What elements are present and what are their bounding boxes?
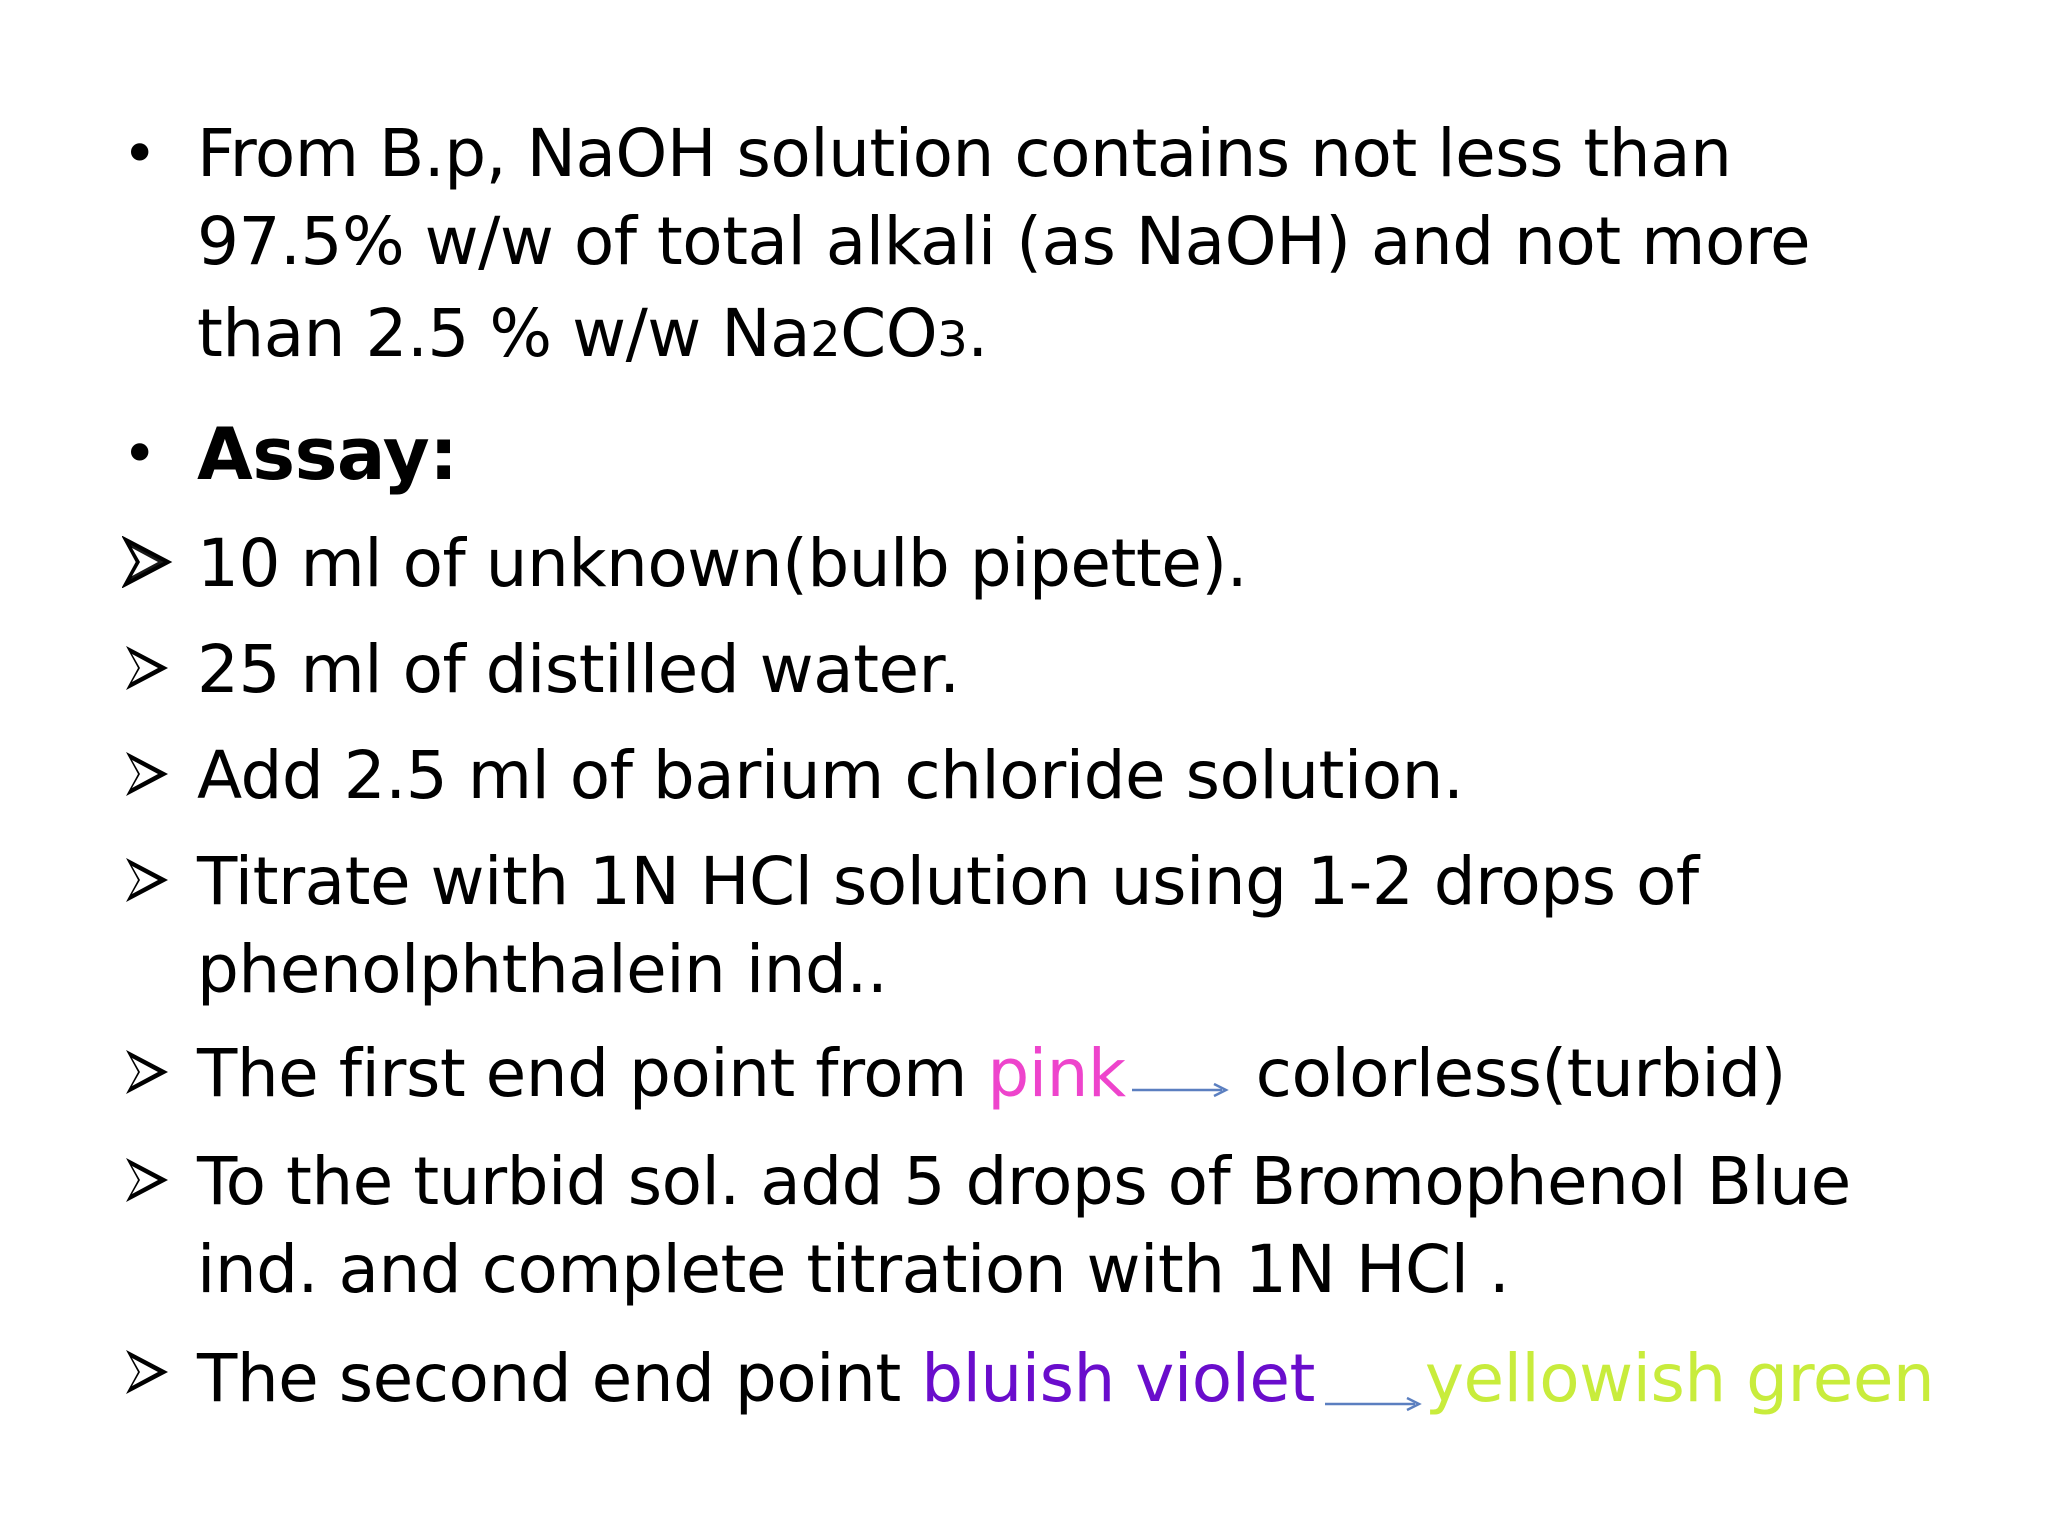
text-fragment: than 2.5 % w/w Na (197, 295, 811, 372)
color-pink-label: pink (987, 1035, 1126, 1112)
heading-text: Assay: (197, 412, 458, 496)
text-fragment: . (967, 295, 988, 372)
arrowhead-bullet-icon (122, 854, 182, 910)
color-colorless-label: colorless(turbid) (1255, 1035, 1786, 1112)
color-violet-label: bluish violet (921, 1340, 1315, 1418)
subscript: 3 (937, 312, 968, 368)
step-text (197, 1030, 1997, 1118)
text-line: ind. and complete titration with 1N HCl . (197, 1231, 1510, 1308)
step-text (197, 1330, 1997, 1418)
step-text (197, 732, 1997, 820)
thin-right-arrow-icon (1323, 1348, 1423, 1436)
text-line: 97.5% w/w of total alkali (as NaOH) and not more (197, 203, 1811, 280)
text-line (197, 1030, 1997, 1118)
text-line-formula (197, 290, 1997, 378)
text-fragment: CO (840, 295, 938, 372)
step-text (197, 838, 1997, 1014)
text-fragment: The first end point from (197, 1035, 988, 1112)
thin-right-arrow-icon (1130, 1034, 1230, 1122)
arrowhead-bullet-icon (122, 642, 182, 698)
text-line (197, 1330, 1997, 1418)
text-line: Add 2.5 ml of barium chloride solution. (197, 737, 1464, 814)
arrowhead-bullet-icon (122, 536, 182, 592)
text-line: 10 ml of unknown(bulb pipette). (197, 525, 1248, 602)
round-bullet-icon: • (122, 419, 158, 489)
arrowhead-bullet-icon (122, 748, 182, 804)
bullet-text-bp-spec (197, 110, 1997, 378)
arrowhead-bullet-icon (122, 1046, 182, 1102)
text-fragment: The second end point (197, 1340, 922, 1418)
step-text (197, 1138, 1997, 1314)
color-yellowish-green-label: yellowish green (1424, 1340, 1935, 1418)
step-text (197, 626, 1997, 714)
text-line: phenolphthalein ind.. (197, 931, 888, 1008)
round-bullet-icon: • (122, 119, 158, 189)
arrowhead-bullet-icon (122, 1346, 182, 1402)
subscript: 2 (810, 312, 841, 368)
text-line: To the turbid sol. add 5 drops of Bromophenol Blue (197, 1143, 1851, 1220)
arrowhead-bullet-icon (122, 1154, 182, 1210)
step-text (197, 520, 1997, 608)
text-line: From B.p, NaOH solution contains not less than (197, 115, 1732, 192)
text-line: 25 ml of distilled water. (197, 631, 960, 708)
assay-heading (197, 410, 1997, 498)
text-line: Titrate with 1N HCl solution using 1-2 drops of (197, 843, 1699, 920)
